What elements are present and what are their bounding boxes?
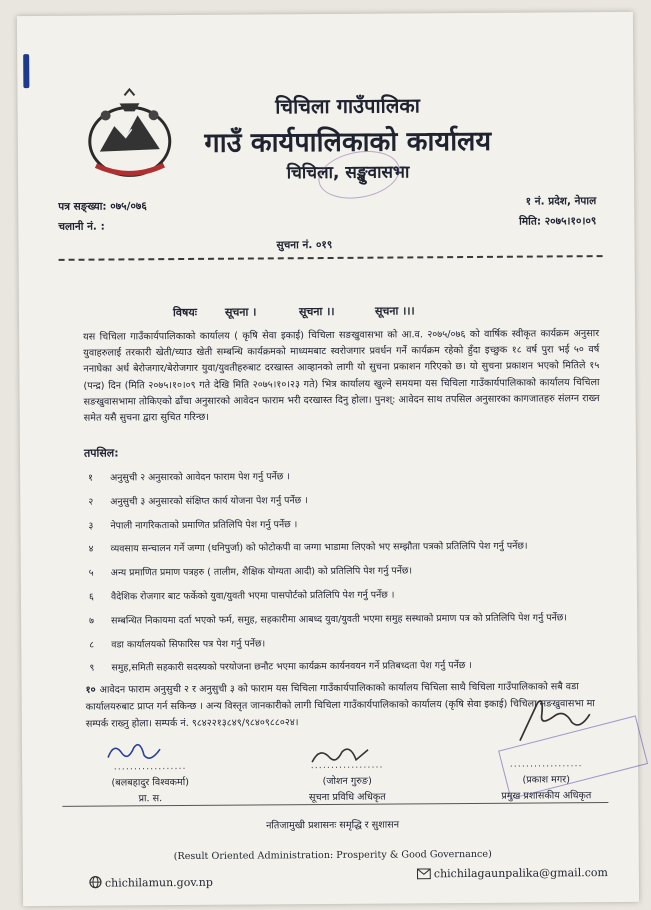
list-item-number: २ [88,496,94,508]
signatory-3-name: (प्रकाश मगर) [522,774,571,786]
subject-notice-1: सूचना । [224,305,257,319]
list-item-text: अन्य प्रमाणित प्रमाण पत्रहरु ( तालीम, शैक्षिक योग्यता आदी) को प्रतिलिपि पेश गर्नु पर्नेछ। [110,565,413,579]
signature-dots: .................. [310,759,384,772]
annex-list [84,468,625,686]
list-item-text: व्यवसाय सन्चालन गर्ने जग्गा (धनिपुर्जा) को फोटोकपी वा जग्गा भाडामा लिएको भए सम्झौता पत्रको प्रतिलिपि पेश गर्नु पर्नेछ। [110,541,528,555]
list-item-number: ७ [89,615,95,627]
item-ten-number: १० [85,684,96,696]
email-link[interactable] [417,866,608,880]
letter-number: पत्र सङ्ख्या: ०७५/०७६ [58,200,147,213]
signature-dots: .................. [113,760,187,773]
annex-heading: तपसिल: [83,446,119,460]
list-item-text: वडा कार्यालयको सिफारिस पत्र पेश गर्नु पर्नेछ। [111,638,266,651]
website-link[interactable] [89,875,213,890]
province-label: १ नं. प्रदेश, नेपाल [525,195,597,208]
dashed-divider [59,255,603,261]
item-ten-text: आवेदन फाराम अनुसुची २ र अनुसुची ३ को फाराम यस चिचिला गाउँकार्यपालिकाको कार्यालय चिचिला साथै चिचिला गाउँपालिकाको सबै वडा कार्यालयरुबाट प्राप्त गर्न सकिन्छ । अन्य विस्तृत जानकारीको लागी चिचिला गाउँकार्यपालिकाको कार्यालय (कृषि सेवा इकाई) चिचिला सङखुवासभा मा सम्पर्क राख्नु होला। सम्पर्क नं. ९८४२२१३८४९/९८४०९८८०२४। [85,681,595,730]
list-item-number: ३ [88,520,94,532]
nepal-emblem-icon [79,85,180,184]
signatory-3 [466,756,626,805]
dispatch-number: चलानी नं. : [58,220,105,233]
letter-page [17,12,639,906]
website-text: chichilamun.gov.np [104,875,213,890]
subject-notice-3: सूचना ।।। [374,304,415,318]
date-label: मिति: २०७५।१०।०९ [519,215,597,228]
signature-dots: .................. [509,758,583,770]
list-item-number: ६ [88,591,94,603]
signatory-1-title: प्रा. स. [138,793,163,805]
list-item-number: ४ [88,544,94,556]
notice-number: सुचना नं. ०१९ [276,238,333,252]
motto-nepali: नतिजामुखी प्रशासनः समृद्धि र सुशासन [266,819,400,832]
globe-icon [89,876,102,889]
signatory-1 [80,759,220,808]
motto-english: (Result Oriented Administration: Prosperity & Good Governance) [173,848,492,863]
list-item-text: समुह,समिती सहकारी सदस्यको परयोजना छनौट भएमा कार्यक्रम कार्यनवयन गर्ने प्रतिबध्दता पेश गर्नु पर्नेछ । [111,660,472,674]
subject-notice-2: सूचना ।। [298,304,335,319]
header-municipality: चिचिला गाउँपालिका [275,93,420,119]
header-office: गाउँ कार्यपालिकाको कार्यालय [204,125,492,159]
list-item-text: अनुसुची ३ अनुसारको संक्षिप्त कार्य योजना पेश गर्नु पर्नेछ । [110,494,308,508]
list-item-number: ९ [89,663,95,675]
signatory-3-title: प्रमुख प्रशासकीय अधिकृत [501,790,592,802]
list-item-number: १ [88,472,94,484]
list-item-text: नेपाली नागरिकताको प्रमाणित प्रतिलिपि पेश गर्नु पर्नेछ । [110,518,298,532]
list-item-number: ५ [88,567,94,579]
signatory-2 [272,757,422,806]
list-item-text: वैदेशिक रोजगार बाट फर्केको युवा/युवती भएमा पासपोर्टको प्रतिलिपि पेश गर्नु पर्नेछ । [110,589,395,603]
header-address: चिचिला, सङ्खुवासभा [286,162,410,184]
list-item-text: सम्बन्धित निकायमा दर्ता भएको फर्म, समुह, सहकारीमा आबध्द युवा/युवती भएमा समुह सस्थाको प्रमाण पत्र को प्रतिलिपि पेश गर्नु पर्नेछ। [111,612,567,627]
envelope-icon [417,868,431,879]
list-item-number: ८ [89,639,95,651]
signatory-2-name: (जोशन गुरुङ) [322,775,372,788]
list-item-text: अनुसुची २ अनुसारको आवेदन फाराम पेश गर्नु पर्नेछ । [110,471,290,484]
subject-label: विषयः [172,305,197,320]
ink-mark [23,54,29,88]
body-paragraph: यस चिचिला गाउँकार्यपालिकाको कार्यालय ( कृषि सेवा इकाई) चिचिला सङखुवासभा को आ.व. २०७५/०७६ को वार्षिक स्वीकृत कार्यक्रम अनुसार युवाहरुलाई तरकारी खेती/च्याउ खेती सम्बन्धि कार्यक्रमको माध्यमबाट स्वरोजगार प्रवर्धन गर्ने कार्यक्रम रहेको हुँदा इच्छुक १८ वर्ष पुरा भई ५० वर्ष ननाघेका अर्ध बेरोजगार/बेरोजगार युवा/युवतीहरुबाट दरखास्त आव्हानको लागी यो सुचना प्रकाशन गरिएको छ। यो सुचना प्रकाशन भएको मितिले १५ (पन्द्र) दिन (मिति २०७५।१०।०९ गते देखि मिति २०७५।१०।२३ गते) भित्र कार्यालय खुल्ने समयमा यस चिचिला गाउँकार्यपालिकाको कार्यालय चिचिला सङखुवासभामा तोकिएको ढाँचा अनुसारको आवेदन फाराम भरी दरखास्त दिनु होला। पुनश्: आवेदन साथ तपसिल अनुसारका कागजातहरु संलग्न राख्न समेत यसै सुचना द्वारा सुचित गरिन्छ। [83,328,600,424]
signatory-1-name: (बलबहादुर विश्वकर्मा) [111,776,189,789]
signatory-2-title: सूचना प्रविधि अधिकृत [308,791,386,804]
email-text: chichilagaunpalika@gmail.com [433,866,608,881]
